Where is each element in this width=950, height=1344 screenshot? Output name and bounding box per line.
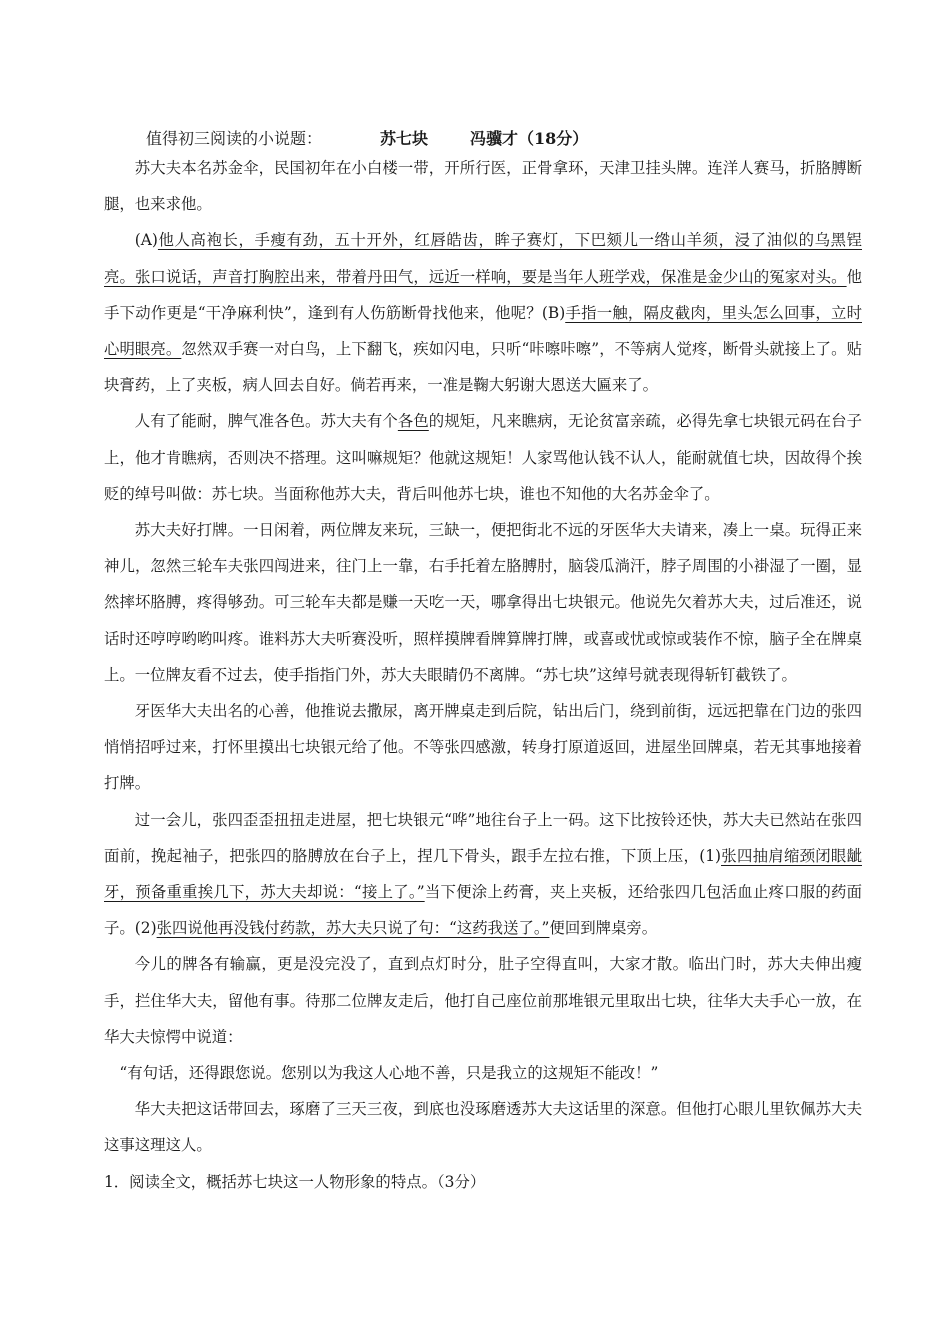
underlined-sentence-2: 张四说他再没钱付药款，苏大夫只说了句：“这药我送了。” xyxy=(156,919,550,938)
paragraph-4: 苏大夫好打牌。一日闲着，两位牌友来玩，三缺一，便把街北不远的牙医华大夫请来，凑上一桌。玩得正来神儿，忽然三轮车夫张四闯进来，往门上一靠，右手托着左胳膊肘，脑袋瓜淌汗，脖子周围的小褂湿了一圈，显然摔坏胳膊，疼得够劲。可三轮车夫都是赚一天吃一天，哪拿得出七块银元。他说先欠着苏大夫，过后准还，说话时还哼哼哟哟叫疼。谁料苏大夫听赛没听，照样摸牌看牌算牌打牌，或喜或忧或惊或装作不惊，脑子全在牌桌上。一位牌友看不过去，使手指指门外，苏大夫眼睛仍不离牌。“苏七块”这绰号就表现得斩钉截铁了。 xyxy=(104,521,862,684)
paragraph-6-end: 便回到牌桌旁。 xyxy=(549,919,658,938)
paragraph-3-start: 人有了能耐，脾气准各色。苏大夫有个 xyxy=(134,412,398,431)
title-prefix: 值得初三阅读的小说题： xyxy=(146,129,323,148)
paragraph-2 xyxy=(104,222,862,403)
paragraph-1: 苏大夫本名苏金伞，民国初年在小白楼一带，开所行医，正骨拿环，天津卫挂头牌。连洋人赛马，折胳膊断腿，也来求他。 xyxy=(104,159,862,214)
story-title: 苏七块 xyxy=(380,129,429,148)
paragraph-5: 牙医华大夫出名的心善，他推说去撒尿，离开牌桌走到后院，钻出后门，绕到前街，远远把靠在门边的张四悄悄招呼过来，打怀里摸出七块银元给了他。不等张四感激，转身打原道返回，进屋坐回牌桌，若无其事地接着打牌。 xyxy=(104,702,862,793)
paragraph-3 xyxy=(104,403,862,512)
question-1: 1．阅读全文，概括苏七块这一人物形象的特点。（3分） xyxy=(104,1172,486,1191)
author-and-score: 冯骥才（18分） xyxy=(470,129,589,148)
paragraph-2-end: 忽然双手赛一对白鸟，上下翻飞，疾如闪电，只听“咔嚓咔嚓”，不等病人觉疼，断骨头就接上了。贴块膏药，上了夹板，病人回去自好。倘若再来，一准是鞠大躬谢大恩送大匾来了。 xyxy=(104,340,862,395)
paragraph-6-middle: 当下便涂上药膏，夹上夹板，还给张四几包活血止疼口服的药面子。 xyxy=(104,883,862,938)
marker-2: (2) xyxy=(134,919,157,938)
marker-a: (A) xyxy=(134,231,158,250)
marker-1: (1) xyxy=(699,846,722,865)
marker-b: (B) xyxy=(541,303,566,322)
article-body xyxy=(104,150,862,1200)
underlined-passage-b: 手指一触，隔皮截肉，里头怎么回事，立时心明眼亮。 xyxy=(104,303,862,359)
paragraph-2-middle: 他手下动作更是“干净麻利快”，逢到有人伤筋断骨找他来，他呢？ xyxy=(104,267,862,322)
paragraph-6-start: 过一会儿，张四歪歪扭扭走进屋，把七块银元“哗”地往台子上一码。这下比按铃还快，苏大夫已然站在张四面前，挽起袖子，把张四的胳膊放在台子上，捏几下骨头，跟手左拉右推，下顶上压， xyxy=(104,810,862,865)
quote-paragraph: “有句话，还得跟您说。您别以为我这人心地不善，只是我立的这规矩不能改！” xyxy=(119,1064,659,1083)
paragraph-7: 今儿的牌各有输赢，更是没完没了，直到点灯时分，肚子空得直叫，大家才散。临出门时，苏大夫伸出瘦手，拦住华大夫，留他有事。待那二位牌友走后，他打自己座位前那堆银元里取出七块，往华大夫手心一放，在华大夫惊愕中说道： xyxy=(104,955,862,1046)
paragraph-6 xyxy=(104,802,862,947)
paragraph-9: 华大夫把这话带回去，琢磨了三天三夜，到底也没琢磨透苏大夫这话里的深意。但他打心眼儿里钦佩苏大夫这事这理这人。 xyxy=(104,1100,862,1155)
paragraph-3-end: 的规矩，凡来瞧病，无论贫富亲疏，必得先拿七块银元码在台子上，他才肯瞧病，否则决不搭理。这叫嘛规矩？他就这规矩！人家骂他认钱不认人，能耐就值七块，因故得个挨贬的绰号叫做：苏七块。当面称他苏大夫，背后叫他苏七块，谁也不知他的大名苏金伞了。 xyxy=(104,412,862,503)
underlined-sentence-1: 张四抽肩缩颈闭眼龇牙，预备重重挨几下，苏大夫却说：“接上了。” xyxy=(104,846,862,902)
underlined-word-gese: 各色 xyxy=(397,412,429,431)
underlined-passage-a: 他人高袍长，手瘦有劲，五十开外，红唇皓齿，眸子赛灯，下巴颏儿一绺山羊须，浸了油似的乌黑锃亮。张口说话，声音打胸腔出来，带着丹田气，远近一样响，要是当年人班学戏，保准是金少山的冤家对头。 xyxy=(104,231,862,286)
